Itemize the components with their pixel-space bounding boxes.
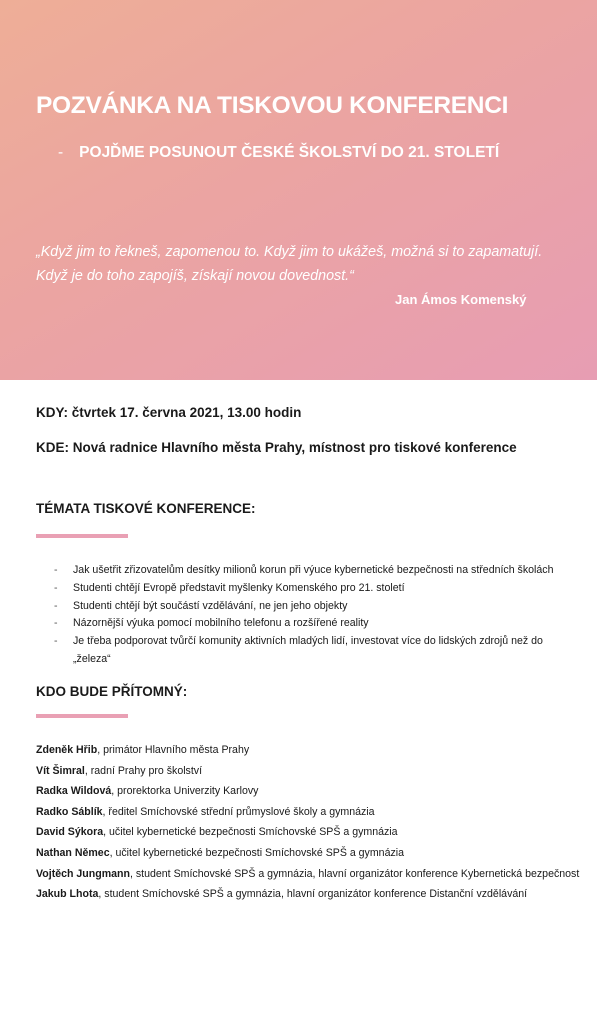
attendee-role: , primátor Hlavního města Prahy bbox=[97, 744, 250, 756]
subtitle-text: POJĎME POSUNOUT ČESKÉ ŠKOLSTVÍ DO 21. STOLETÍ bbox=[79, 144, 500, 161]
topic-item bbox=[54, 598, 564, 616]
attendees-heading: KDO BUDE PŘÍTOMNÝ: bbox=[36, 684, 188, 699]
attendee-item bbox=[36, 781, 579, 802]
topics-heading: TÉMATA TISKOVÉ KONFERENCE: bbox=[36, 501, 256, 516]
attendee-role: , ředitel Smíchovské střední průmyslové školy a gymnázia bbox=[102, 805, 375, 818]
attendee-item bbox=[36, 740, 579, 761]
attendee-role: , student Smíchovské SPŠ a gymnázia, hlavní organizátor konference Kybernetická bezpečnost bbox=[129, 867, 580, 880]
attendee-name: David Sýkora bbox=[36, 826, 104, 839]
subtitle-dash: - bbox=[58, 144, 64, 161]
topic-text: Názornější výuka pomocí mobilního telefonu a rozšířené reality bbox=[73, 617, 369, 630]
attendee-role: , prorektorka Univerzity Karlovy bbox=[111, 785, 259, 798]
topic-text: Jak ušetřit zřizovatelům desítky milionů korun při výuce kybernetické bezpečnosti na středních školách bbox=[73, 564, 554, 576]
topic-text: Studenti chtějí Evropě představit myšlenky Komenského pro 21. století bbox=[73, 581, 405, 594]
page-subtitle bbox=[58, 144, 499, 162]
attendee-name: Vít Šimral bbox=[36, 764, 85, 777]
topic-text: Studenti chtějí být součástí vzdělávání, ne jen jeho objekty bbox=[73, 599, 348, 612]
topics-list bbox=[54, 562, 564, 669]
attendee-item bbox=[36, 843, 579, 864]
bullet-dash: - bbox=[54, 581, 58, 594]
topic-item bbox=[54, 615, 564, 633]
quote-author: Jan Ámos Komenský bbox=[395, 292, 527, 307]
attendee-role: , radní Prahy pro školství bbox=[84, 764, 203, 777]
topic-item bbox=[54, 580, 564, 598]
event-when: KDY: čtvrtek 17. června 2021, 13.00 hodin bbox=[36, 405, 302, 420]
attendee-item bbox=[36, 864, 579, 885]
attendee-role: , učitel kybernetické bezpečnosti Smíchovské SPŠ a gymnázia bbox=[109, 846, 405, 859]
bullet-dash: - bbox=[54, 564, 58, 576]
attendee-item bbox=[36, 884, 579, 905]
attendee-name: Radka Wildová bbox=[36, 785, 112, 798]
quote-line-2: Když je do toho zapojíš, získají novou dovednost.“ bbox=[36, 268, 354, 284]
attendee-role: , učitel kybernetické bezpečnosti Smíchovské SPŠ a gymnázia bbox=[103, 826, 398, 839]
event-where: KDE: Nová radnice Hlavního města Prahy, místnost pro tiskové konference bbox=[36, 440, 517, 455]
quote bbox=[36, 240, 576, 288]
attendee-item bbox=[36, 802, 579, 823]
attendees-divider bbox=[36, 714, 128, 718]
topic-item bbox=[54, 633, 564, 669]
attendee-name: Zdeněk Hřib bbox=[36, 744, 98, 756]
topics-divider bbox=[36, 534, 128, 538]
attendee-name: Nathan Němec bbox=[36, 846, 110, 859]
attendee-role: , student Smíchovské SPŠ a gymnázia, hlavní organizátor konference Distanční vzdělávání bbox=[98, 888, 528, 901]
attendee-name: Radko Sáblík bbox=[36, 805, 103, 818]
attendee-name: Jakub Lhota bbox=[36, 888, 99, 901]
page-title: POZVÁNKA NA TISKOVOU KONFERENCI bbox=[36, 92, 509, 119]
bullet-dash: - bbox=[54, 599, 58, 612]
topic-text: Je třeba podporovat tvůrčí komunity aktivních mladých lidí, investovat více do lidských zdrojů než do „železa“ bbox=[73, 635, 543, 665]
quote-line-1: „Když jim to řekneš, zapomenou to. Když jim to ukážeš, možná si to zapamatují. bbox=[36, 244, 543, 260]
attendee-item bbox=[36, 761, 579, 782]
bullet-dash: - bbox=[54, 617, 58, 630]
attendee-item bbox=[36, 822, 579, 843]
hero-banner bbox=[0, 0, 597, 380]
topic-item bbox=[54, 562, 564, 580]
attendees-list bbox=[36, 740, 579, 905]
bullet-dash: - bbox=[54, 635, 58, 648]
attendee-name: Vojtěch Jungmann bbox=[36, 867, 130, 880]
